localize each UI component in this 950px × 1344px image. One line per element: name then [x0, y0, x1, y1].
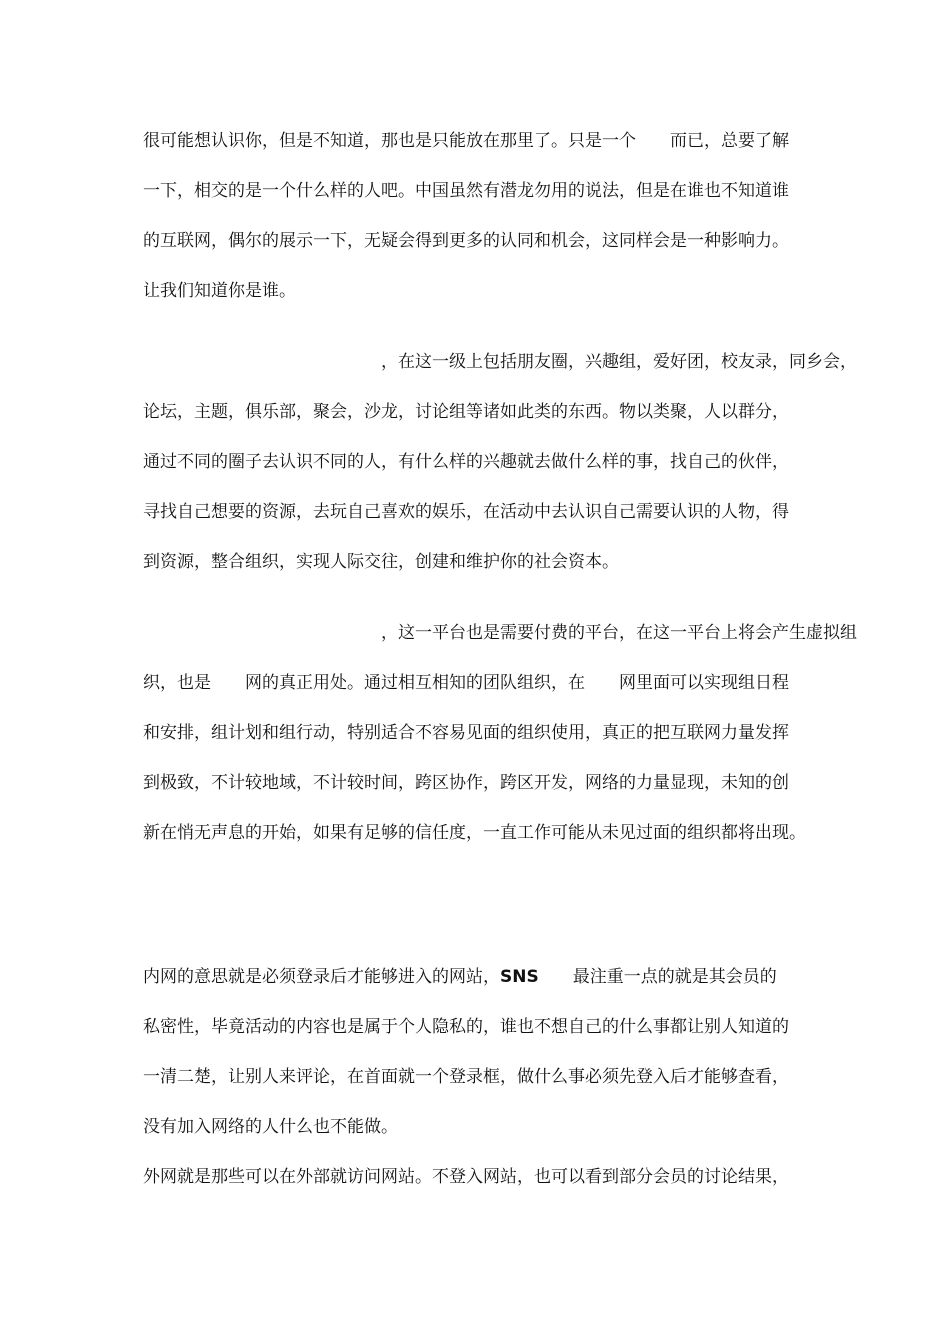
paragraph-1-line-3: 的互联网，偶尔的展示一下，无疑会得到更多的认同和机会，这同样会是一种影响力。 [143, 231, 789, 251]
paragraph-4-line-1-text-after: 最注重一点的就是其会员的 [538, 967, 777, 987]
paragraph-4-line-3: 一清二楚，让别人来评论，在首面就一个登录框，做什么事必须先登入后才能够查看， [143, 1067, 789, 1087]
paragraph-2-line-3: 通过不同的圈子去认识不同的人，有什么样的兴趣就去做什么样的事，找自己的伙伴， [143, 452, 789, 472]
paragraph-4-line-4: 没有加入网络的人什么也不能做。 [143, 1117, 398, 1137]
paragraph-3-line-2: 织，也是 网的真正用处。通过相互相知的团队组织，在 网里面可以实现组日程 [143, 673, 789, 693]
paragraph-2-line-1: ，在这一级上包括朋友圈，兴趣组，爱好团，校友录，同乡会， [143, 352, 857, 372]
paragraph-3-line-4: 到极致，不计较地域，不计较时间，跨区协作，跨区开发，网络的力量显现，未知的创 [143, 773, 789, 793]
paragraph-3-line-3: 和安排，组计划和组行动，特别适合不容易见面的组织使用，真正的把互联网力量发挥 [143, 723, 789, 743]
paragraph-4-line-1-text-before: 内网的意思就是必须登录后才能够进入的网站， [143, 967, 500, 987]
paragraph-1-line-2: 一下，相交的是一个什么样的人吧。中国虽然有潜龙勿用的说法，但是在谁也不知道谁 [143, 181, 789, 201]
paragraph-2-line-4: 寻找自己想要的资源，去玩自己喜欢的娱乐，在活动中去认识自己需要认识的人物，得 [143, 502, 789, 522]
paragraph-4-line-1 [143, 966, 777, 988]
paragraph-1-line-4: 让我们知道你是谁。 [143, 281, 296, 301]
paragraph-2-line-2: 论坛，主题，俱乐部，聚会，沙龙，讨论组等诸如此类的东西。物以类聚，人以群分， [143, 402, 789, 422]
paragraph-5-line-1: 外网就是那些可以在外部就访问网站。不登入网站，也可以看到部分会员的讨论结果， [143, 1167, 789, 1187]
sns-bold-text: SNS [500, 967, 539, 987]
paragraph-3-line-5: 新在悄无声息的开始，如果有足够的信任度，一直工作可能从未见过面的组织都将出现。 [143, 823, 806, 843]
paragraph-1-line-1: 很可能想认识你，但是不知道，那也是只能放在那里了。只是一个 而已，总要了解 [143, 131, 789, 151]
paragraph-2-line-5: 到资源，整合组织，实现人际交往，创建和维护你的社会资本。 [143, 552, 619, 572]
paragraph-4-line-2: 私密性，毕竟活动的内容也是属于个人隐私的，谁也不想自己的什么事都让别人知道的 [143, 1017, 789, 1037]
paragraph-3-line-1: ，这一平台也是需要付费的平台，在这一平台上将会产生虚拟组 [143, 623, 857, 643]
